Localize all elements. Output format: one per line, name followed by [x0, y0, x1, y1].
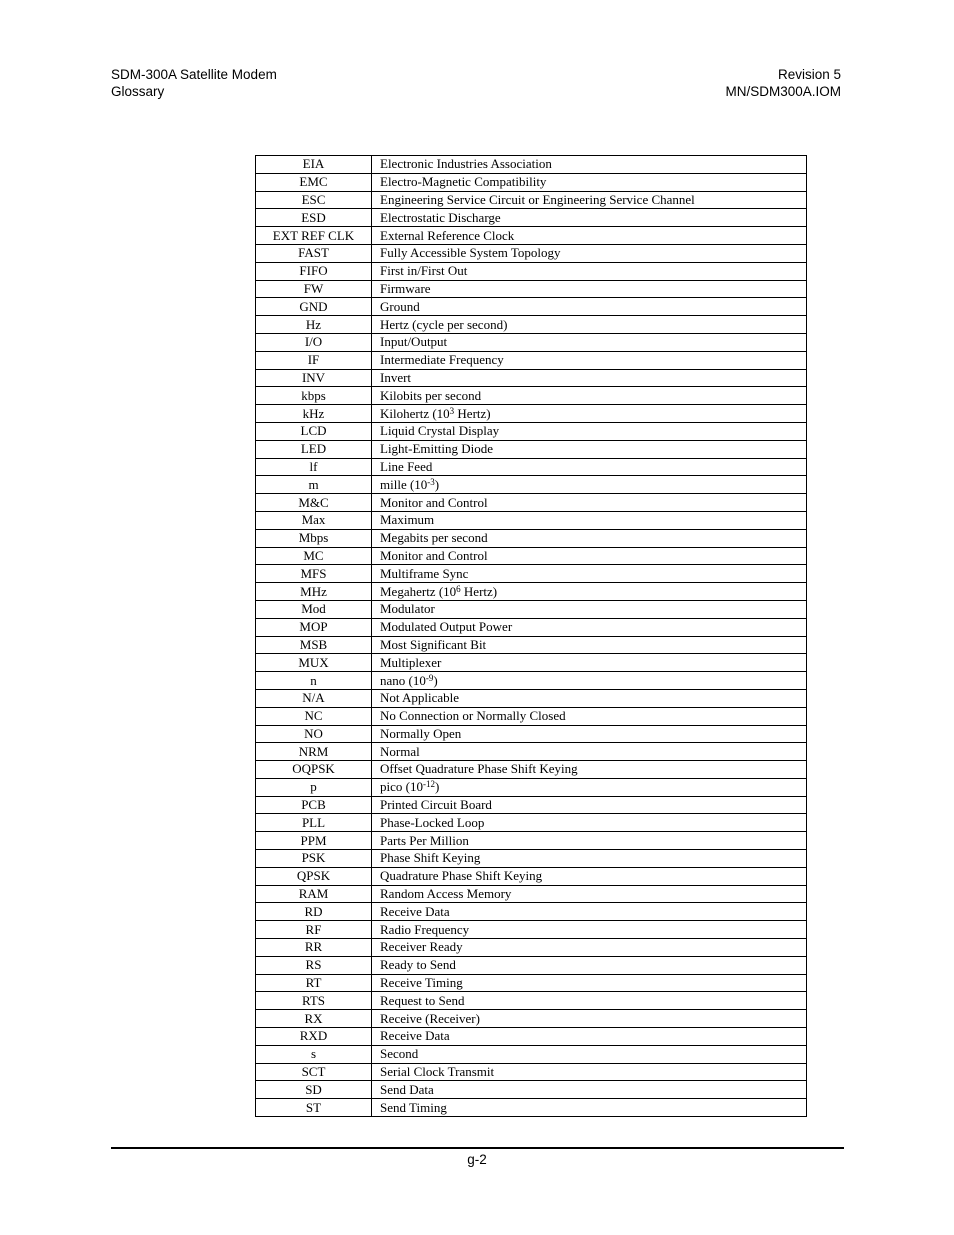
glossary-definition: Printed Circuit Board	[372, 796, 807, 814]
definition-text: Megahertz (10	[380, 583, 457, 599]
glossary-row	[256, 156, 807, 174]
glossary-row	[256, 689, 807, 707]
glossary-definition	[372, 405, 807, 423]
glossary-abbreviation: FAST	[256, 244, 372, 262]
glossary-definition: Receive Data	[372, 1028, 807, 1046]
glossary-definition: Fully Accessible System Topology	[372, 244, 807, 262]
glossary-abbreviation: ESD	[256, 209, 372, 227]
definition-text: nano (10	[380, 672, 426, 688]
glossary-definition: Random Access Memory	[372, 885, 807, 903]
document-number: MN/SDM300A.IOM	[725, 84, 841, 99]
glossary-definition: External Reference Clock	[372, 227, 807, 245]
glossary-definition: Multiplexer	[372, 654, 807, 672]
glossary-definition: Normally Open	[372, 725, 807, 743]
glossary-abbreviation: PCB	[256, 796, 372, 814]
glossary-abbreviation: s	[256, 1045, 372, 1063]
glossary-abbreviation: kbps	[256, 387, 372, 405]
glossary-abbreviation: I/O	[256, 333, 372, 351]
glossary-abbreviation: RR	[256, 939, 372, 957]
glossary-row	[256, 707, 807, 725]
glossary-row	[256, 1063, 807, 1081]
glossary-row	[256, 369, 807, 387]
glossary-abbreviation: m	[256, 476, 372, 494]
glossary-abbreviation: Hz	[256, 316, 372, 334]
glossary-definition: Megabits per second	[372, 529, 807, 547]
glossary-abbreviation: p	[256, 778, 372, 796]
glossary-abbreviation: LED	[256, 440, 372, 458]
glossary-abbreviation: MC	[256, 547, 372, 565]
glossary-definition: Invert	[372, 369, 807, 387]
glossary-table-body	[256, 156, 807, 1117]
glossary-definition: Receive Data	[372, 903, 807, 921]
header-left	[111, 66, 277, 100]
glossary-abbreviation: NO	[256, 725, 372, 743]
glossary-row	[256, 262, 807, 280]
glossary-definition: Request to Send	[372, 992, 807, 1010]
glossary-row	[256, 761, 807, 779]
exponent: 6	[456, 583, 461, 594]
glossary-row	[256, 440, 807, 458]
glossary-abbreviation: Mod	[256, 600, 372, 618]
glossary-abbreviation: PLL	[256, 814, 372, 832]
glossary-row	[256, 191, 807, 209]
glossary-row	[256, 316, 807, 334]
glossary-row	[256, 494, 807, 512]
glossary-abbreviation: RX	[256, 1010, 372, 1028]
glossary-abbreviation: PPM	[256, 832, 372, 850]
glossary-definition: Monitor and Control	[372, 547, 807, 565]
glossary-definition: Modulated Output Power	[372, 618, 807, 636]
glossary-abbreviation: EIA	[256, 156, 372, 174]
glossary-abbreviation: ESC	[256, 191, 372, 209]
glossary-row	[256, 387, 807, 405]
glossary-row	[256, 672, 807, 690]
glossary-row	[256, 885, 807, 903]
glossary-row	[256, 280, 807, 298]
glossary-definition: Parts Per Million	[372, 832, 807, 850]
glossary-definition: Multiframe Sync	[372, 565, 807, 583]
glossary-row	[256, 618, 807, 636]
glossary-row	[256, 227, 807, 245]
glossary-row	[256, 476, 807, 494]
glossary-abbreviation: MSB	[256, 636, 372, 654]
glossary-abbreviation: PSK	[256, 850, 372, 868]
glossary-row	[256, 850, 807, 868]
glossary-abbreviation: RXD	[256, 1028, 372, 1046]
glossary-row	[256, 654, 807, 672]
glossary-abbreviation: kHz	[256, 405, 372, 423]
glossary-abbreviation: MOP	[256, 618, 372, 636]
glossary-row	[256, 778, 807, 796]
definition-text: pico (10	[380, 779, 423, 795]
glossary-row	[256, 583, 807, 601]
glossary-row	[256, 405, 807, 423]
glossary-abbreviation: EXT REF CLK	[256, 227, 372, 245]
glossary-row	[256, 600, 807, 618]
glossary-definition: Serial Clock Transmit	[372, 1063, 807, 1081]
glossary-row	[256, 636, 807, 654]
glossary-definition: Line Feed	[372, 458, 807, 476]
glossary-row	[256, 244, 807, 262]
glossary-definition: Send Timing	[372, 1099, 807, 1117]
glossary-row	[256, 743, 807, 761]
glossary-definition: Normal	[372, 743, 807, 761]
glossary-abbreviation: lf	[256, 458, 372, 476]
exponent: -12	[422, 779, 435, 790]
glossary-definition: Most Significant Bit	[372, 636, 807, 654]
glossary-definition: No Connection or Normally Closed	[372, 707, 807, 725]
glossary-definition: First in/First Out	[372, 262, 807, 280]
glossary-abbreviation: ST	[256, 1099, 372, 1117]
glossary-row	[256, 992, 807, 1010]
definition-text-after: Hertz)	[460, 583, 498, 599]
glossary-abbreviation: RAM	[256, 885, 372, 903]
glossary-definition: Radio Frequency	[372, 921, 807, 939]
glossary-row	[256, 814, 807, 832]
revision-label: Revision 5	[777, 67, 841, 82]
glossary-abbreviation: Max	[256, 511, 372, 529]
glossary-row	[256, 547, 807, 565]
glossary-abbreviation: MHz	[256, 583, 372, 601]
glossary-definition	[372, 778, 807, 796]
glossary-abbreviation: QPSK	[256, 867, 372, 885]
glossary-row	[256, 351, 807, 369]
page-number: g-2	[467, 1152, 487, 1167]
glossary-abbreviation: SD	[256, 1081, 372, 1099]
glossary-definition: Hertz (cycle per second)	[372, 316, 807, 334]
glossary-row	[256, 458, 807, 476]
glossary-definition: Engineering Service Circuit or Engineering Service Channel	[372, 191, 807, 209]
document-title: SDM-300A Satellite Modem	[111, 67, 277, 82]
glossary-definition: Kilobits per second	[372, 387, 807, 405]
glossary-abbreviation: IF	[256, 351, 372, 369]
glossary-row	[256, 333, 807, 351]
glossary-abbreviation: RS	[256, 956, 372, 974]
header-right	[725, 66, 841, 100]
glossary-row	[256, 1081, 807, 1099]
glossary-definition: Modulator	[372, 600, 807, 618]
glossary-row	[256, 956, 807, 974]
glossary-row	[256, 565, 807, 583]
definition-text: Kilohertz (10	[380, 405, 450, 421]
glossary-row	[256, 529, 807, 547]
glossary-abbreviation: MUX	[256, 654, 372, 672]
glossary-row	[256, 209, 807, 227]
glossary-definition	[372, 476, 807, 494]
glossary-abbreviation: OQPSK	[256, 761, 372, 779]
glossary-row	[256, 796, 807, 814]
glossary-abbreviation: RTS	[256, 992, 372, 1010]
glossary-definition: Light-Emitting Diode	[372, 440, 807, 458]
glossary-abbreviation: FIFO	[256, 262, 372, 280]
exponent: 3	[449, 405, 455, 416]
glossary-row	[256, 921, 807, 939]
glossary-definition: Monitor and Control	[372, 494, 807, 512]
glossary-row	[256, 173, 807, 191]
definition-text: mille (10	[380, 476, 428, 492]
exponent: -3	[427, 476, 435, 487]
glossary-definition: Quadrature Phase Shift Keying	[372, 867, 807, 885]
glossary-abbreviation: RD	[256, 903, 372, 921]
definition-text-after: Hertz)	[454, 405, 491, 421]
glossary-definition: Electro-Magnetic Compatibility	[372, 173, 807, 191]
glossary-abbreviation: RF	[256, 921, 372, 939]
glossary-row	[256, 1099, 807, 1117]
glossary-definition: Send Data	[372, 1081, 807, 1099]
glossary-abbreviation: INV	[256, 369, 372, 387]
glossary-abbreviation: NRM	[256, 743, 372, 761]
footer-divider	[111, 1147, 844, 1149]
glossary-abbreviation: FW	[256, 280, 372, 298]
glossary-row	[256, 832, 807, 850]
definition-text-after: )	[433, 672, 438, 688]
glossary-definition: Electronic Industries Association	[372, 156, 807, 174]
glossary-row	[256, 867, 807, 885]
glossary-abbreviation: RT	[256, 974, 372, 992]
glossary-definition	[372, 583, 807, 601]
glossary-abbreviation: NC	[256, 707, 372, 725]
glossary-definition: Liquid Crystal Display	[372, 422, 807, 440]
glossary-definition: Electrostatic Discharge	[372, 209, 807, 227]
glossary-definition	[372, 672, 807, 690]
glossary-row	[256, 903, 807, 921]
glossary-row	[256, 1045, 807, 1063]
glossary-row	[256, 725, 807, 743]
glossary-abbreviation: Mbps	[256, 529, 372, 547]
glossary-definition: Phase-Locked Loop	[372, 814, 807, 832]
glossary-definition: Ready to Send	[372, 956, 807, 974]
glossary-definition: Receiver Ready	[372, 939, 807, 957]
glossary-row	[256, 974, 807, 992]
glossary-table	[255, 155, 807, 1117]
glossary-row	[256, 1028, 807, 1046]
glossary-row	[256, 1010, 807, 1028]
glossary-definition: Second	[372, 1045, 807, 1063]
glossary-abbreviation: M&C	[256, 494, 372, 512]
glossary-row	[256, 511, 807, 529]
exponent: -9	[425, 672, 434, 683]
glossary-row	[256, 298, 807, 316]
glossary-abbreviation: N/A	[256, 689, 372, 707]
glossary-definition: Not Applicable	[372, 689, 807, 707]
glossary-definition: Phase Shift Keying	[372, 850, 807, 868]
glossary-abbreviation: LCD	[256, 422, 372, 440]
glossary-definition: Firmware	[372, 280, 807, 298]
glossary-definition: Ground	[372, 298, 807, 316]
glossary-definition: Receive Timing	[372, 974, 807, 992]
glossary-definition: Maximum	[372, 511, 807, 529]
glossary-abbreviation: MFS	[256, 565, 372, 583]
glossary-definition: Intermediate Frequency	[372, 351, 807, 369]
glossary-definition: Receive (Receiver)	[372, 1010, 807, 1028]
glossary-row	[256, 422, 807, 440]
definition-text-after: )	[434, 779, 440, 795]
glossary-abbreviation: GND	[256, 298, 372, 316]
glossary-abbreviation: n	[256, 672, 372, 690]
glossary-abbreviation: SCT	[256, 1063, 372, 1081]
section-title: Glossary	[111, 84, 165, 99]
glossary-definition: Offset Quadrature Phase Shift Keying	[372, 761, 807, 779]
glossary-row	[256, 939, 807, 957]
glossary-abbreviation: EMC	[256, 173, 372, 191]
definition-text-after: )	[434, 476, 440, 492]
glossary-definition: Input/Output	[372, 333, 807, 351]
